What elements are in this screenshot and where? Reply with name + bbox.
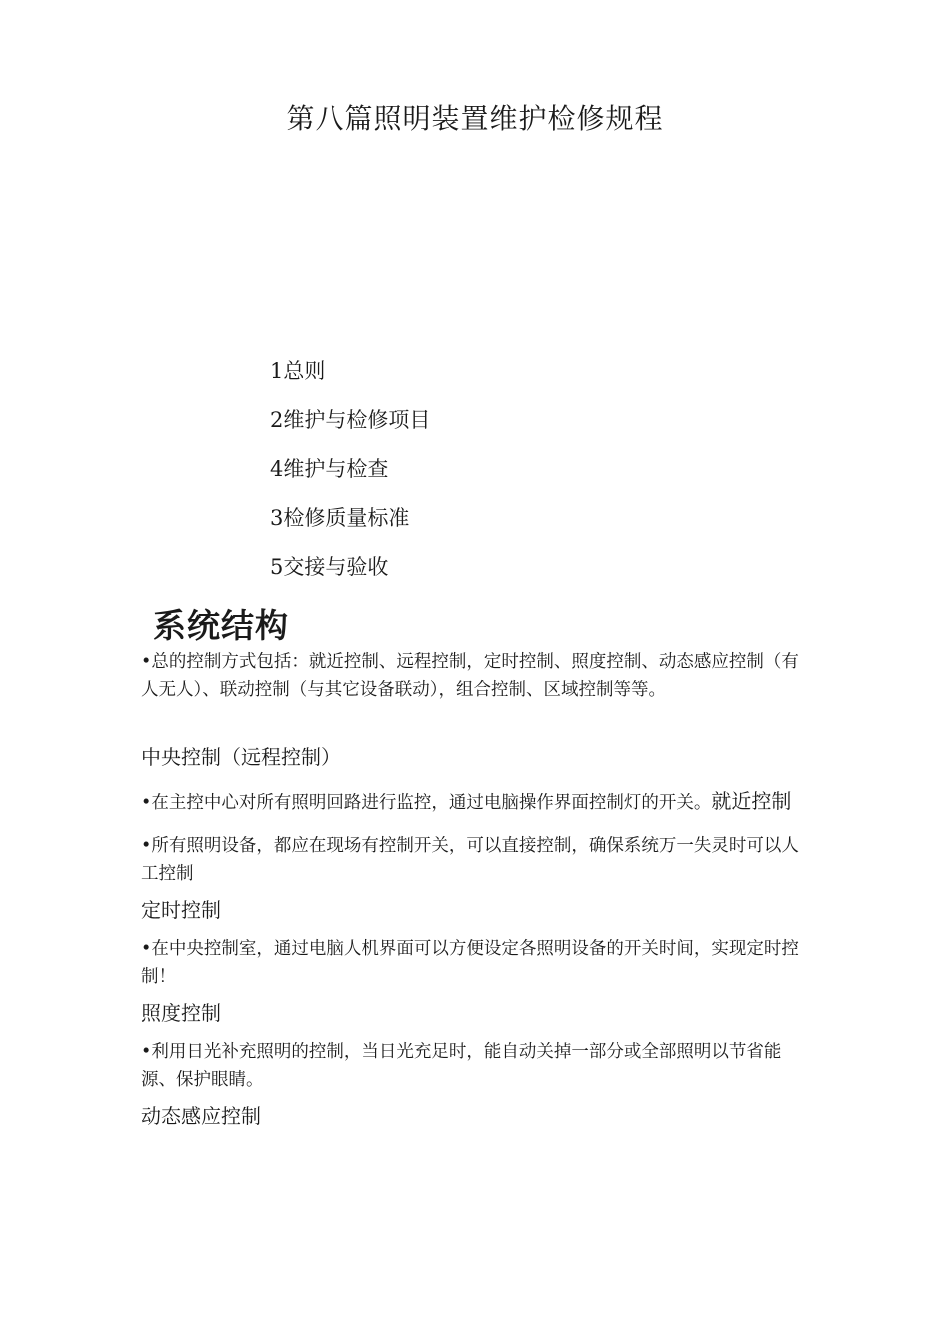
- timer-control-paragraph: •在中央控制室，通过电脑人机界面可以方便设定各照明设备的开关时间，实现定时控制！: [141, 939, 799, 987]
- local-control-heading: 就近控制: [711, 789, 792, 813]
- toc-item: 5交接与验收: [270, 555, 389, 579]
- central-control-text: •在主控中心对所有照明回路进行监控，通过电脑操作界面控制灯的开关。: [141, 793, 712, 813]
- document-title: 第八篇照明装置维护检修规程: [286, 102, 664, 135]
- toc-item: 4维护与检查: [270, 457, 389, 481]
- table-of-contents: [270, 356, 430, 601]
- illuminance-control-paragraph: •利用日光补充照明的控制，当日光充足时，能自动关掉一部分或全部照明以节省能源、保护眼睛。: [141, 1042, 782, 1090]
- intro-paragraph: •总的控制方式包括：就近控制、远程控制，定时控制、照度控制、动态感应控制（有人无人）、联动控制（与其它设备联动），组合控制、区域控制等等。: [141, 652, 799, 700]
- timer-control-heading: 定时控制: [141, 898, 221, 922]
- toc-item: 1总则: [270, 359, 326, 383]
- section-content: [141, 648, 806, 1131]
- local-control-paragraph: •所有照明设备，都应在现场有控制开关，可以直接控制，确保系统万一失灵时可以人工控制: [141, 836, 799, 884]
- toc-item: 2维护与检修项目: [270, 408, 431, 432]
- central-control-paragraph: [141, 784, 806, 820]
- toc-item: 3检修质量标准: [270, 506, 410, 530]
- central-control-heading: 中央控制（远程控制）: [141, 745, 341, 769]
- section-heading: 系统结构: [153, 606, 289, 645]
- illuminance-control-heading: 照度控制: [141, 1001, 221, 1025]
- motion-control-heading: 动态感应控制: [141, 1104, 261, 1128]
